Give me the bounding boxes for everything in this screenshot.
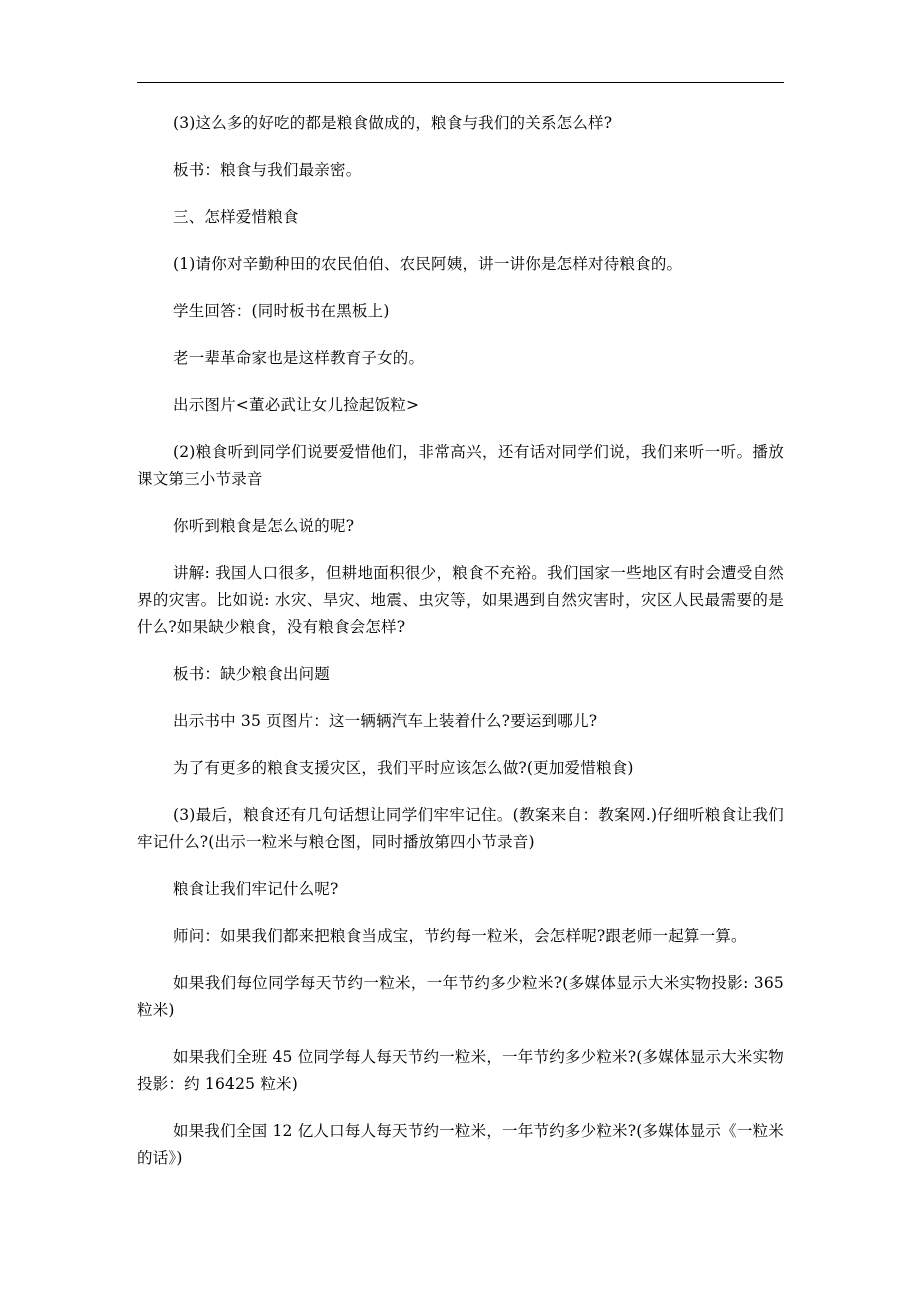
paragraph: (1)请你对辛勤种田的农民伯伯、农民阿姨，讲一讲你是怎样对待粮食的。	[173, 255, 683, 273]
paragraph: 板书：粮食与我们最亲密。	[173, 161, 362, 179]
paragraph: 如果我们每位同学每天节约一粒米，一年节约多少粒米?(多媒体显示大米实物投影: 365 粒米)	[137, 974, 784, 1019]
paragraph: 如果我们全国 12 亿人口每人每天节约一粒米，一年节约多少粒米?(多媒体显示《一粒米的话》)	[137, 1122, 784, 1167]
paragraph: 老一辈革命家也是这样教育子女的。	[173, 349, 425, 367]
paragraph: 出示图片<董必武让女儿捡起饭粒>	[173, 396, 420, 414]
paragraph: 你听到粮食是怎么说的呢?	[173, 517, 355, 535]
paragraph: 如果我们全班 45 位同学每人每天节约一粒米，一年节约多少粒米?(多媒体显示大米实物投影：约 16425 粒米)	[137, 1048, 784, 1093]
paragraph: (2)粮食听到同学们说要爱惜他们，非常高兴，还有话对同学们说，我们来听一听。播放课文第三小节录音	[137, 443, 784, 488]
section-heading: 三、怎样爱惜粮食	[173, 208, 299, 226]
paragraph: 板书：缺少粮食出问题	[173, 665, 331, 683]
paragraph: (3)最后，粮食还有几句话想让同学们牢牢记住。(教案来自：教案网.)仔细听粮食让我们牢记什么?(出示一粒米与粮仓图，同时播放第四小节录音)	[137, 806, 784, 851]
paragraph: (3)这么多的好吃的都是粮食做成的，粮食与我们的关系怎么样?	[173, 114, 613, 132]
paragraph: 粮食让我们牢记什么呢?	[173, 880, 339, 898]
paragraph: 为了有更多的粮食支援灾区，我们平时应该怎么做?(更加爱惜粮食)	[173, 759, 634, 777]
paragraph: 师问：如果我们都来把粮食当成宝，节约每一粒米，会怎样呢?跟老师一起算一算。	[173, 927, 747, 945]
document-body	[137, 110, 784, 1192]
header-rule	[137, 82, 784, 83]
paragraph: 出示书中 35 页图片：这一辆辆汽车上装着什么?要运到哪儿?	[173, 712, 598, 730]
paragraph: 讲解: 我国人口很多，但耕地面积很少，粮食不充裕。我们国家一些地区有时会遭受自然界的灾害。比如说: 水灾、旱灾、地震、虫灾等，如果遇到自然灾害时，灾区人民最需要的是什么?如果缺少粮食，没有粮食会怎样?	[137, 564, 784, 636]
paragraph: 学生回答：(同时板书在黑板上)	[173, 302, 390, 320]
